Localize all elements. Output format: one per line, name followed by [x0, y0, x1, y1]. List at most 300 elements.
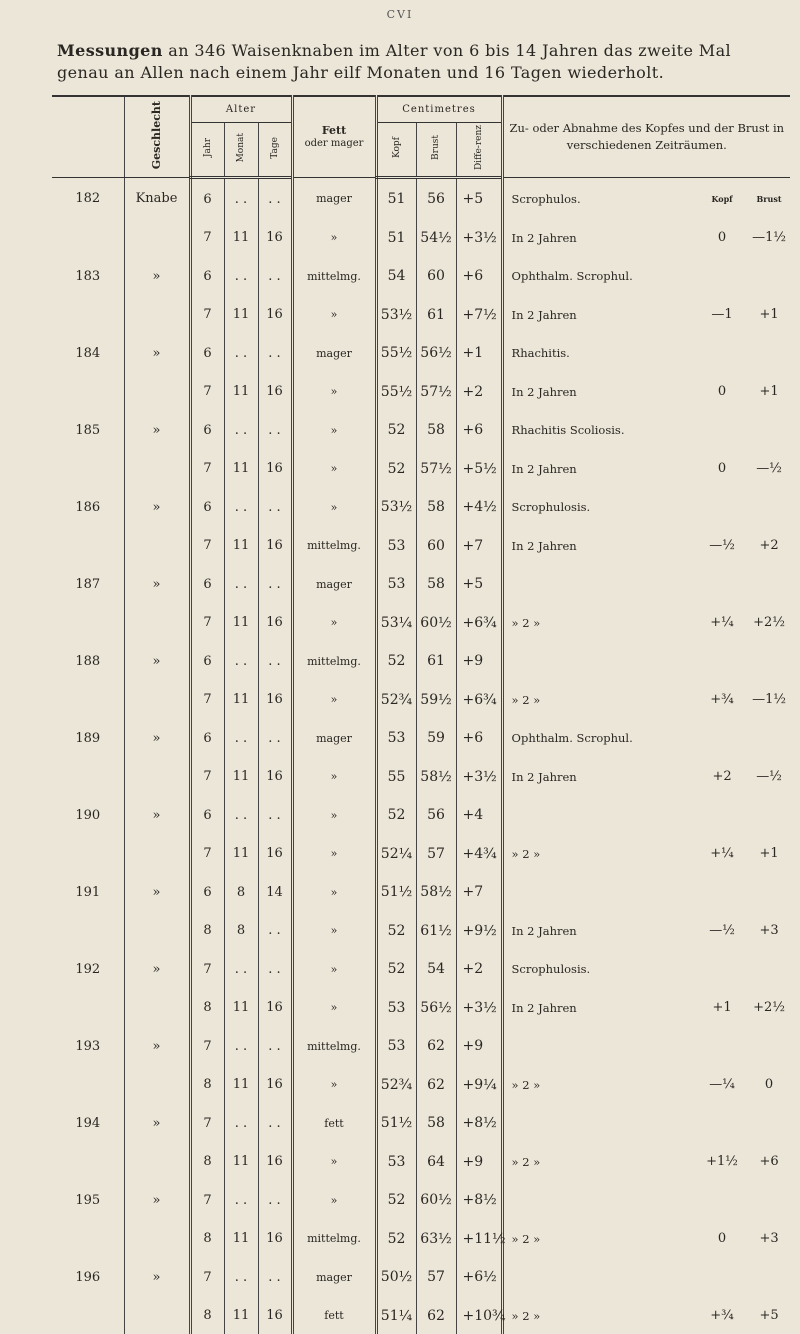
- cell-cond: mager: [292, 178, 376, 220]
- table-row: [52, 1180, 790, 1220]
- cell-tage: 16: [258, 450, 292, 487]
- cell-kopf: 55: [376, 758, 416, 795]
- cell-note: [502, 872, 696, 912]
- cell-ck: —½: [696, 527, 748, 564]
- cell-ck: [696, 487, 748, 527]
- cell-cond: »: [292, 681, 376, 718]
- cell-brust: 56½: [416, 333, 456, 373]
- cell-nr: [52, 912, 124, 949]
- cell-cond: mager: [292, 564, 376, 604]
- cell-ck: +¾: [696, 1297, 748, 1334]
- cell-kopf: 53: [376, 527, 416, 564]
- cell-brust: 56: [416, 178, 456, 220]
- table-row: [52, 795, 790, 835]
- cell-sex: »: [124, 641, 190, 681]
- cell-sex: »: [124, 487, 190, 527]
- cell-ck: +¼: [696, 835, 748, 872]
- cell-ck: [696, 1103, 748, 1143]
- cell-cb: [748, 256, 790, 296]
- cell-nr: 189: [52, 718, 124, 758]
- cell-nr: [52, 604, 124, 641]
- cell-jahr: 7: [190, 949, 224, 989]
- cell-jahr: 7: [190, 681, 224, 718]
- cell-nr: 185: [52, 410, 124, 450]
- header-fett: Fett oder mager: [292, 96, 376, 178]
- cell-kopf: 55½: [376, 373, 416, 410]
- cell-tage: . .: [258, 178, 292, 220]
- cell-diff: +9: [456, 1026, 502, 1066]
- cell-note: [502, 564, 696, 604]
- cell-note: Scrophulosis.: [502, 949, 696, 989]
- cell-cond: »: [292, 795, 376, 835]
- cell-ck: 0: [696, 219, 748, 256]
- cell-ck: [696, 718, 748, 758]
- cell-nr: 190: [52, 795, 124, 835]
- cell-ck: [696, 256, 748, 296]
- cell-tage: 16: [258, 1143, 292, 1180]
- cell-sex: »: [124, 256, 190, 296]
- cell-nr: [52, 527, 124, 564]
- header-nr: [52, 96, 124, 178]
- header-geschlecht: Geschlecht: [124, 96, 190, 178]
- cell-diff: +6¾: [456, 681, 502, 718]
- cell-nr: 184: [52, 333, 124, 373]
- cell-sex: [124, 527, 190, 564]
- cell-diff: +11½: [456, 1220, 502, 1257]
- cell-note: Scrophulosis.: [502, 487, 696, 527]
- cell-diff: +3½: [456, 219, 502, 256]
- cell-monat: 11: [224, 450, 258, 487]
- table-row: [52, 1066, 790, 1103]
- cell-jahr: 7: [190, 758, 224, 795]
- cell-jahr: 7: [190, 373, 224, 410]
- cell-ck: [696, 1180, 748, 1220]
- cell-cb: —1½: [748, 681, 790, 718]
- cell-tage: . .: [258, 1180, 292, 1220]
- cell-kopf: 53: [376, 989, 416, 1026]
- cell-cb: +1: [748, 296, 790, 333]
- cell-jahr: 6: [190, 641, 224, 681]
- cell-monat: 8: [224, 872, 258, 912]
- cell-kopf: 53¼: [376, 604, 416, 641]
- cell-cb: [748, 1257, 790, 1297]
- cell-sex: [124, 296, 190, 333]
- cell-tage: 16: [258, 1220, 292, 1257]
- cell-cb: Brust: [748, 178, 790, 220]
- cell-jahr: 7: [190, 835, 224, 872]
- cell-kopf: 52: [376, 1180, 416, 1220]
- cell-note: In 2 Jahren: [502, 450, 696, 487]
- cell-tage: . .: [258, 256, 292, 296]
- cell-diff: +6: [456, 256, 502, 296]
- cell-sex: »: [124, 410, 190, 450]
- table-row: [52, 989, 790, 1026]
- cell-note: » 2 »: [502, 835, 696, 872]
- cell-kopf: 52: [376, 1220, 416, 1257]
- cell-note: Rhachitis.: [502, 333, 696, 373]
- cell-jahr: 7: [190, 527, 224, 564]
- cell-kopf: 52: [376, 641, 416, 681]
- cell-cond: mittelmg.: [292, 641, 376, 681]
- cell-brust: 60: [416, 256, 456, 296]
- cell-cond: »: [292, 912, 376, 949]
- cell-jahr: 8: [190, 1220, 224, 1257]
- cell-brust: 58½: [416, 758, 456, 795]
- page-number: CVI: [0, 8, 800, 21]
- cell-monat: . .: [224, 795, 258, 835]
- cell-diff: +8½: [456, 1180, 502, 1220]
- cell-monat: 11: [224, 604, 258, 641]
- cell-nr: [52, 1297, 124, 1334]
- cell-tage: . .: [258, 1103, 292, 1143]
- cell-cond: »: [292, 835, 376, 872]
- cell-nr: [52, 758, 124, 795]
- table-body: [52, 178, 790, 1334]
- cell-monat: . .: [224, 178, 258, 220]
- cell-diff: +9¼: [456, 1066, 502, 1103]
- header-centimetres: Centimetres: [376, 96, 502, 122]
- cell-monat: 11: [224, 527, 258, 564]
- cell-note: » 2 »: [502, 1220, 696, 1257]
- cell-cond: »: [292, 410, 376, 450]
- table-row: [52, 1220, 790, 1257]
- cell-jahr: 6: [190, 564, 224, 604]
- cell-jahr: 8: [190, 1066, 224, 1103]
- header-alter: Alter: [190, 96, 292, 122]
- cell-cond: »: [292, 450, 376, 487]
- cell-kopf: 50½: [376, 1257, 416, 1297]
- cell-cb: +1: [748, 373, 790, 410]
- cell-diff: +10¾: [456, 1297, 502, 1334]
- cell-brust: 62: [416, 1066, 456, 1103]
- cell-nr: 193: [52, 1026, 124, 1066]
- cell-monat: . .: [224, 256, 258, 296]
- cell-cond: »: [292, 1143, 376, 1180]
- cell-jahr: 6: [190, 872, 224, 912]
- cell-nr: [52, 373, 124, 410]
- cell-tage: 16: [258, 681, 292, 718]
- cell-note: In 2 Jahren: [502, 989, 696, 1026]
- cell-cb: [748, 641, 790, 681]
- cell-brust: 58: [416, 487, 456, 527]
- cell-tage: 16: [258, 373, 292, 410]
- cell-monat: . .: [224, 718, 258, 758]
- table-row: [52, 1143, 790, 1180]
- cell-cond: »: [292, 989, 376, 1026]
- cell-brust: 58: [416, 1103, 456, 1143]
- cell-brust: 57½: [416, 450, 456, 487]
- cell-ck: [696, 333, 748, 373]
- cell-brust: 60½: [416, 1180, 456, 1220]
- cell-jahr: 8: [190, 912, 224, 949]
- cell-nr: [52, 1220, 124, 1257]
- cell-note: » 2 »: [502, 1066, 696, 1103]
- cell-ck: [696, 949, 748, 989]
- cell-jahr: 7: [190, 219, 224, 256]
- cell-tage: . .: [258, 949, 292, 989]
- cell-ck: 0: [696, 1220, 748, 1257]
- cell-brust: 57: [416, 1257, 456, 1297]
- table-row: [52, 1026, 790, 1066]
- cell-cond: mager: [292, 718, 376, 758]
- table-row: [52, 604, 790, 641]
- table-row: [52, 1257, 790, 1297]
- cell-kopf: 52: [376, 795, 416, 835]
- cell-sex: »: [124, 564, 190, 604]
- cell-tage: 16: [258, 835, 292, 872]
- cell-note: In 2 Jahren: [502, 296, 696, 333]
- header-kopf: Kopf: [376, 122, 416, 177]
- intro-bold: Messungen: [57, 41, 163, 60]
- cell-cond: »: [292, 487, 376, 527]
- cell-jahr: 6: [190, 718, 224, 758]
- cell-monat: 11: [224, 1220, 258, 1257]
- cell-cb: +2½: [748, 989, 790, 1026]
- cell-nr: 196: [52, 1257, 124, 1297]
- cell-nr: 195: [52, 1180, 124, 1220]
- cell-brust: 64: [416, 1143, 456, 1180]
- cell-jahr: 7: [190, 1257, 224, 1297]
- cell-tage: 16: [258, 1066, 292, 1103]
- cell-jahr: 7: [190, 604, 224, 641]
- cell-monat: 11: [224, 296, 258, 333]
- cell-ck: +2: [696, 758, 748, 795]
- table-row: [52, 219, 790, 256]
- cell-tage: . .: [258, 487, 292, 527]
- cell-diff: +5½: [456, 450, 502, 487]
- cell-nr: 187: [52, 564, 124, 604]
- cell-nr: [52, 219, 124, 256]
- cell-tage: . .: [258, 333, 292, 373]
- cell-jahr: 8: [190, 989, 224, 1026]
- cell-cb: 0: [748, 1066, 790, 1103]
- cell-jahr: 7: [190, 450, 224, 487]
- table-row: [52, 487, 790, 527]
- cell-brust: 61: [416, 296, 456, 333]
- cell-kopf: 52¾: [376, 681, 416, 718]
- cell-nr: [52, 296, 124, 333]
- cell-ck: +¾: [696, 681, 748, 718]
- table-row: [52, 835, 790, 872]
- cell-brust: 56½: [416, 989, 456, 1026]
- cell-tage: 16: [258, 604, 292, 641]
- cell-diff: +7: [456, 527, 502, 564]
- cell-cond: »: [292, 604, 376, 641]
- header-tage: Tage: [258, 122, 292, 177]
- cell-tage: . .: [258, 1026, 292, 1066]
- cell-brust: 61: [416, 641, 456, 681]
- cell-note: [502, 641, 696, 681]
- cell-nr: 191: [52, 872, 124, 912]
- cell-tage: 16: [258, 758, 292, 795]
- cell-ck: +1½: [696, 1143, 748, 1180]
- cell-sex: [124, 1297, 190, 1334]
- cell-sex: [124, 758, 190, 795]
- cell-kopf: 52: [376, 410, 416, 450]
- table-row: [52, 564, 790, 604]
- cell-monat: . .: [224, 1257, 258, 1297]
- table-row: [52, 410, 790, 450]
- cell-brust: 59: [416, 718, 456, 758]
- cell-cond: »: [292, 949, 376, 989]
- cell-kopf: 51: [376, 219, 416, 256]
- cell-sex: »: [124, 333, 190, 373]
- cell-nr: 194: [52, 1103, 124, 1143]
- cell-sex: »: [124, 1026, 190, 1066]
- table-row: [52, 872, 790, 912]
- cell-cond: »: [292, 373, 376, 410]
- cell-ck: +¼: [696, 604, 748, 641]
- cell-nr: 192: [52, 949, 124, 989]
- cell-cond: mittelmg.: [292, 256, 376, 296]
- cell-note: Rhachitis Scoliosis.: [502, 410, 696, 450]
- cell-kopf: 53: [376, 564, 416, 604]
- cell-cond: fett: [292, 1103, 376, 1143]
- cell-cb: +2: [748, 527, 790, 564]
- cell-cb: +2½: [748, 604, 790, 641]
- cell-sex: [124, 219, 190, 256]
- cell-nr: 183: [52, 256, 124, 296]
- cell-jahr: 6: [190, 487, 224, 527]
- cell-monat: 11: [224, 1066, 258, 1103]
- cell-cond: fett: [292, 1297, 376, 1334]
- header-description: Zu- oder Abnahme des Kopfes und der Brust in verschiedenen Zeiträumen.: [502, 96, 790, 178]
- cell-cb: +5: [748, 1297, 790, 1334]
- cell-cb: [748, 1180, 790, 1220]
- cell-diff: +7½: [456, 296, 502, 333]
- cell-sex: »: [124, 1103, 190, 1143]
- table-row: [52, 641, 790, 681]
- cell-monat: . .: [224, 333, 258, 373]
- cell-sex: [124, 835, 190, 872]
- cell-diff: +4: [456, 795, 502, 835]
- cell-note: In 2 Jahren: [502, 527, 696, 564]
- table-row: [52, 1103, 790, 1143]
- cell-diff: +4¾: [456, 835, 502, 872]
- cell-diff: +7: [456, 872, 502, 912]
- cell-cond: »: [292, 1066, 376, 1103]
- cell-ck: —¼: [696, 1066, 748, 1103]
- cell-kopf: 55½: [376, 333, 416, 373]
- cell-brust: 58: [416, 410, 456, 450]
- cell-diff: +5: [456, 564, 502, 604]
- cell-monat: 11: [224, 1143, 258, 1180]
- cell-note: [502, 1026, 696, 1066]
- cell-cond: mittelmg.: [292, 1026, 376, 1066]
- cell-cond: »: [292, 872, 376, 912]
- cell-jahr: 6: [190, 410, 224, 450]
- header-differenz: Diffe-renz: [456, 122, 502, 177]
- cell-kopf: 52: [376, 949, 416, 989]
- cell-diff: +2: [456, 949, 502, 989]
- cell-diff: +2: [456, 373, 502, 410]
- cell-ck: 0: [696, 373, 748, 410]
- cell-sex: [124, 1143, 190, 1180]
- cell-ck: 0: [696, 450, 748, 487]
- cell-kopf: 53: [376, 1026, 416, 1066]
- cell-ck: [696, 564, 748, 604]
- cell-note: In 2 Jahren: [502, 219, 696, 256]
- cell-diff: +1: [456, 333, 502, 373]
- cell-note: In 2 Jahren: [502, 912, 696, 949]
- cell-cb: [748, 949, 790, 989]
- cell-brust: 60: [416, 527, 456, 564]
- cell-cb: —½: [748, 758, 790, 795]
- cell-nr: [52, 1066, 124, 1103]
- cell-ck: Kopf: [696, 178, 748, 220]
- cell-monat: . .: [224, 1026, 258, 1066]
- cell-cb: [748, 718, 790, 758]
- cell-cond: mittelmg.: [292, 1220, 376, 1257]
- cell-tage: . .: [258, 641, 292, 681]
- cell-note: [502, 1257, 696, 1297]
- cell-tage: . .: [258, 1257, 292, 1297]
- cell-monat: 11: [224, 219, 258, 256]
- cell-nr: [52, 1143, 124, 1180]
- cell-nr: [52, 450, 124, 487]
- table-row: [52, 527, 790, 564]
- cell-tage: . .: [258, 410, 292, 450]
- cell-sex: [124, 1220, 190, 1257]
- cell-jahr: 7: [190, 1026, 224, 1066]
- cell-diff: +8½: [456, 1103, 502, 1143]
- cell-cb: [748, 487, 790, 527]
- cell-cond: »: [292, 758, 376, 795]
- cell-kopf: 51: [376, 178, 416, 220]
- table-row: [52, 178, 790, 220]
- cell-ck: [696, 1026, 748, 1066]
- cell-sex: »: [124, 949, 190, 989]
- cell-monat: 11: [224, 373, 258, 410]
- cell-note: [502, 1103, 696, 1143]
- cell-sex: Knabe: [124, 178, 190, 220]
- cell-ck: [696, 641, 748, 681]
- header-monat: Monat: [224, 122, 258, 177]
- cell-ck: —½: [696, 912, 748, 949]
- cell-jahr: 8: [190, 1143, 224, 1180]
- cell-monat: 11: [224, 681, 258, 718]
- cell-kopf: 51¼: [376, 1297, 416, 1334]
- cell-cb: [748, 1026, 790, 1066]
- cell-cb: [748, 410, 790, 450]
- cell-jahr: 6: [190, 795, 224, 835]
- table-row: [52, 256, 790, 296]
- cell-jahr: 7: [190, 296, 224, 333]
- cell-kopf: 53: [376, 1143, 416, 1180]
- table-row: [52, 296, 790, 333]
- cell-monat: 11: [224, 835, 258, 872]
- cell-diff: +9: [456, 1143, 502, 1180]
- cell-nr: [52, 989, 124, 1026]
- cell-sex: [124, 912, 190, 949]
- cell-cond: mager: [292, 1257, 376, 1297]
- cell-monat: . .: [224, 487, 258, 527]
- cell-diff: +6: [456, 718, 502, 758]
- measurement-table: [52, 95, 790, 1334]
- cell-kopf: 53½: [376, 296, 416, 333]
- cell-monat: . .: [224, 564, 258, 604]
- cell-brust: 57½: [416, 373, 456, 410]
- cell-diff: +3½: [456, 758, 502, 795]
- table-row: [52, 333, 790, 373]
- cell-nr: [52, 835, 124, 872]
- cell-sex: [124, 373, 190, 410]
- table-row: [52, 373, 790, 410]
- cell-ck: [696, 1257, 748, 1297]
- cell-cb: [748, 872, 790, 912]
- cell-nr: 186: [52, 487, 124, 527]
- cell-diff: +9: [456, 641, 502, 681]
